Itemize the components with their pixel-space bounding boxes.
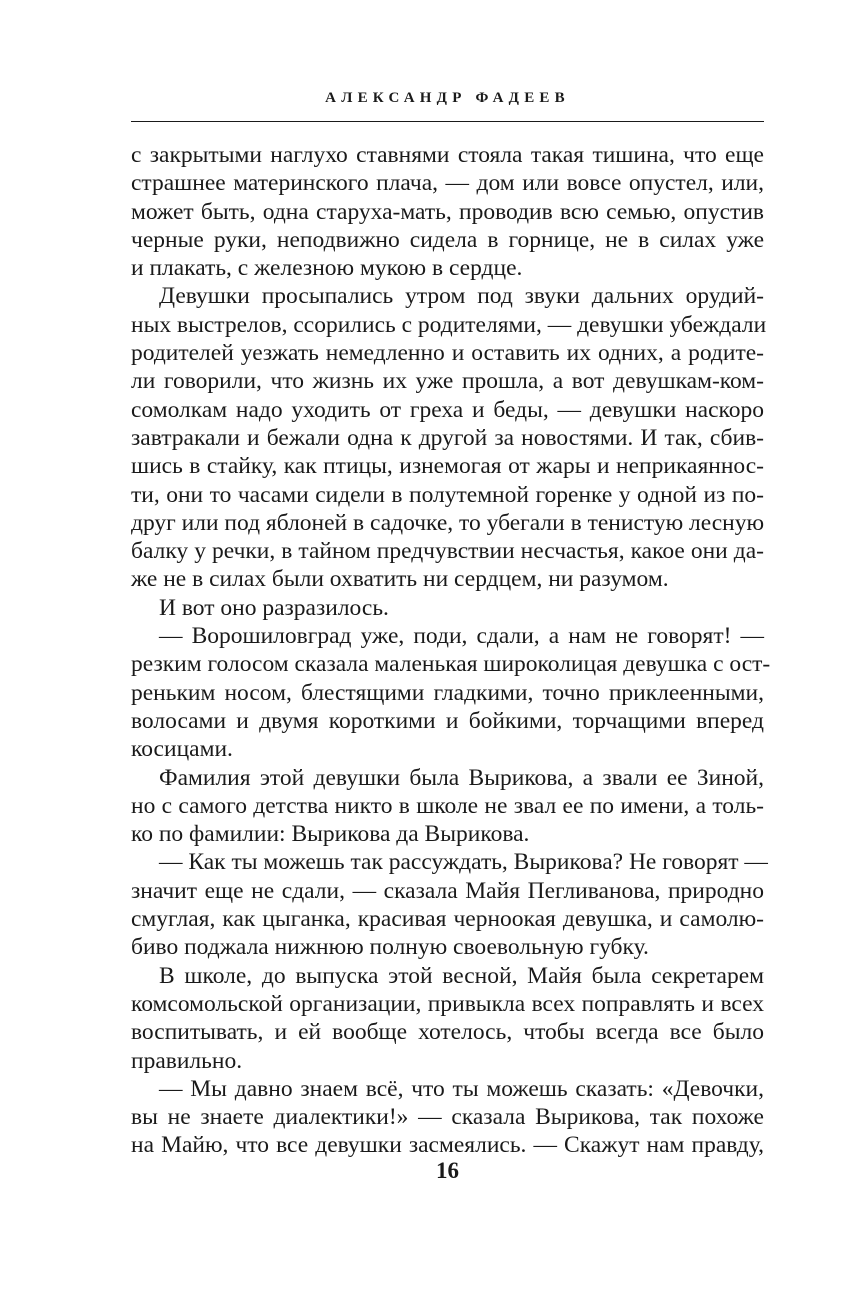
text-line: воспитывать, и ей вообще хотелось, чтобы всегда все было — [131, 1019, 764, 1046]
paragraph — [131, 1075, 764, 1160]
text-line: — Ворошиловград уже, поди, сдали, а нам не говорят! — — [159, 623, 764, 650]
text-line: может быть, одна старуха-мать, проводив всю семью, опустив — [131, 198, 764, 225]
text-line: смуглая, как цыганка, красивая черноокая девушка, и самолю- — [131, 906, 764, 933]
paragraph — [131, 622, 771, 763]
text-line: страшнее материнского плача, — дом или вовсе опустел, или, — [131, 170, 764, 197]
text-line: резким голосом сказала маленькая широколицая девушка с ост- — [131, 651, 771, 678]
text-line: волосами и двумя короткими и бойкими, торчащими вперед — [131, 707, 764, 734]
text-line: косицами. — [131, 736, 233, 763]
paragraph — [131, 962, 764, 1075]
text-line: ли говорили, что жизнь их уже прошла, а вот девушкам-ком- — [131, 368, 764, 395]
paragraph — [131, 764, 764, 849]
text-line: — Как ты можешь так рассуждать, Вырикова? Не говорят — — [159, 849, 768, 876]
text-line: черные руки, неподвижно сидела в горнице, не в силах уже — [131, 226, 764, 253]
text-line: В школе, до выпуска этой весной, Майя была секретарем — [159, 962, 764, 989]
text-line: же не в силах были охватить ни сердцем, ни разумом. — [131, 566, 669, 593]
text-line: родителей уезжать немедленно и оставить их одних, а родите- — [131, 340, 764, 367]
text-line: реньким носом, блестящими гладкими, точно приклеенными, — [131, 679, 764, 706]
text-line: сомолкам надо уходить от греха и беды, — девушки наскоро — [131, 396, 764, 423]
text-line: правильно. — [131, 1047, 243, 1074]
text-line: на Майю, что все девушки засмеялись. — Скажут нам правду, — [131, 1132, 764, 1159]
paragraph — [131, 282, 767, 593]
text-line: И вот оно разразилось. — [159, 594, 389, 621]
text-line: шись в стайку, как птицы, изнемогая от жары и неприкаяннос- — [131, 453, 764, 480]
text-line: ных выстрелов, ссорились с родителями, — девушки убеждали — [131, 311, 767, 338]
body-text — [131, 141, 771, 1160]
text-line: — Мы давно знаем всё, что ты можешь сказать: «Девочки, — [159, 1075, 764, 1102]
page-number: 16 — [436, 1158, 459, 1183]
paragraph — [131, 594, 764, 622]
text-line: и плакать, с железною мукою в сердце. — [131, 255, 523, 282]
text-line: ти, они то часами сидели в полутемной горенке у одной из по- — [131, 481, 764, 508]
paragraph — [131, 141, 764, 282]
text-line: Девушки просыпались утром под звуки дальних орудий- — [159, 283, 764, 310]
text-line: ко по фамилии: Вырикова да Вырикова. — [131, 821, 530, 848]
text-line: комсомольской организации, привыкла всех поправлять и всех — [131, 990, 764, 1017]
text-line: Фамилия этой девушки была Вырикова, а звали ее Зиной, — [159, 764, 764, 791]
text-line: но с самого детства никто в школе не звал ее по имени, а толь- — [131, 792, 764, 819]
text-line: значит еще не сдали, — сказала Майя Пегливанова, природно — [131, 877, 764, 904]
paragraph — [131, 848, 768, 961]
text-line: вы не знаете диалектики!» — сказала Вырикова, так похоже — [131, 1104, 764, 1131]
text-line: биво поджала нижнюю полную своевольную губку. — [131, 934, 649, 961]
running-header-author: АЛЕКСАНДР ФАДЕЕВ — [325, 90, 570, 106]
header-rule — [131, 121, 764, 122]
text-line: с закрытыми наглухо ставнями стояла такая тишина, что еще — [131, 142, 764, 168]
text-line: балку у речки, в тайном предчувствии несчастья, какое они да- — [131, 538, 764, 565]
text-line: завтракали и бежали одна к другой за новостями. И так, сбив- — [131, 424, 764, 451]
text-line: друг или под яблоней в садочке, то убегали в тенистую лесную — [131, 509, 765, 536]
